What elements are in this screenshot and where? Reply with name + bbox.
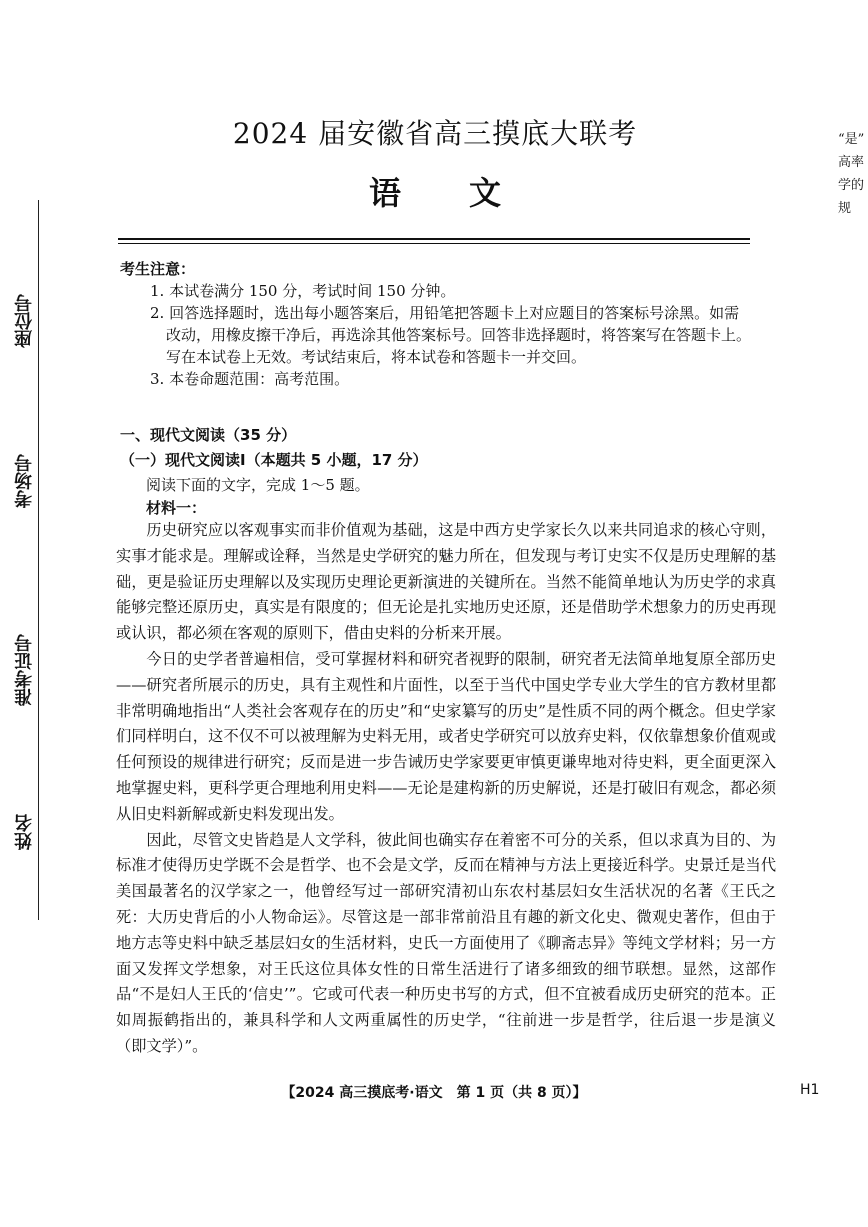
admission-number-label: 准考证号: [12, 630, 36, 710]
edge-fragment: “是”: [838, 132, 865, 147]
notice-item-continued: 改动，用橡皮擦干净后，再选涂其他答案标号。回答非选择题时，将答案写在答题卡上。: [166, 326, 752, 344]
binding-line: [38, 200, 39, 920]
section-heading: 一、现代文阅读（35 分）: [120, 426, 297, 444]
passage-paragraph: 历史研究应以客观事实而非价值观为基础，这是中西方史学家长久以来共同追求的核心守则，实事才能求是。理解或诠释，当然是史学研究的魅力所在，但发现与考订史实不仅是历史理解的基础，更是验证历史理解以及实现历史理论更新演进的关键所在。当然不能简单地认为历史学的求真能够完整还原历史，真实是有限度的；但无论是扎实地历史还原，还是借助学术想象力的历史再现或认识，都必须在客观的原则下，借由史料的分析来开展。: [116, 521, 776, 643]
notice-item: 1. 本试卷满分 150 分，考试时间 150 分钟。: [150, 282, 456, 300]
seat-number-label: 座位号: [12, 290, 36, 352]
subject-char: 语: [368, 174, 401, 212]
page-footer: 【2024 高三摸底考·语文 第 1 页（共 8 页）】: [281, 1085, 587, 1101]
adjacent-page-fragment: [838, 128, 868, 220]
reading-passage: [116, 518, 776, 1060]
header-rule: [118, 238, 750, 240]
name-label: 姓名: [12, 810, 36, 854]
notice-item-continued: 写在本试卷上无效。考试结束后，将本试卷和答题卡一并交回。: [166, 348, 587, 366]
material-label: 材料一：: [146, 499, 207, 517]
version-code: H1: [800, 1082, 820, 1098]
exam-room-label: 考场号: [12, 450, 36, 512]
passage-paragraph: 今日的史学者普遍相信，受可掌握材料和研究者视野的限制，研究者无法简单地复原全部历史——研究者所展示的历史，具有主观性和片面性，以至于当代中国史学专业大学生的官方教材里都非常明确地指出“人类社会客观存在的历史”和“史家纂写的历史”是性质不同的两个概念。但史学家们同样明白，这不仅不可以被理解为史料无用，或者史学研究可以放弃史料，仅依靠想象价值观或任何预设的规律进行研究；反而是进一步告诫历史学家要更审慎更谦卑地对待史料，更全面更深入地掌握史料，更科学更合理地利用史料——无论是建构新的历史解说，还是打破旧有观念，都必须从旧史料新解或新史料发现出发。: [116, 649, 776, 823]
subject-title: [120, 168, 750, 214]
binding-margin: [0, 200, 60, 920]
reading-instruction: 阅读下面的文字，完成 1～5 题。: [146, 476, 370, 494]
exam-title: 2024 届安徽省高三摸底大联考: [232, 117, 638, 150]
notice-item: 2. 回答选择题时，选出每小题答案后，用铅笔把答题卡上对应题目的答案标号涂黑。如需: [150, 304, 740, 322]
notice-heading: 考生注意：: [120, 260, 196, 278]
edge-fragment: 规: [838, 201, 852, 216]
edge-fragment: 学的: [838, 178, 865, 193]
notice-item: 3. 本卷命题范围：高考范围。: [150, 370, 350, 388]
subject-char: 文: [469, 174, 502, 212]
passage-paragraph: 因此，尽管文史皆趋是人文学科，彼此间也确实存在着密不可分的关系，但以求真为目的、为标准才使得历史学既不会是哲学、也不会是文学，反而在精神与方法上更接近科学。史景迁是当代美国最著名的汉学家之一，他曾经写过一部研究清初山东农村基层妇女生活状况的名著《王氏之死：大历史背后的小人物命运》。尽管这是一部非常前沿且有趣的新文化史、微观史著作，但由于地方志等史料中缺乏基层妇女的生活材料，史氏一方面使用了《聊斋志异》等纯文学材料；另一方面又发挥文学想象，对王氏这位具体女性的日常生活进行了诸多细致的细节联想。显然，这部作品“不是妇人王氏的‘信史’”。它或可代表一种历史书写的方式，但不宜被看成历史研究的范本。正如周振鹤指出的，兼具科学和人文两重属性的历史学，“往前进一步是哲学，往后退一步是演义（即文学）”。: [116, 830, 776, 1055]
edge-fragment: 高率: [838, 155, 865, 170]
exam-notice: [120, 258, 780, 390]
subsection-heading: （一）现代文阅读Ⅰ（本题共 5 小题，17 分）: [120, 451, 428, 469]
header-rule-thin: [118, 243, 750, 244]
